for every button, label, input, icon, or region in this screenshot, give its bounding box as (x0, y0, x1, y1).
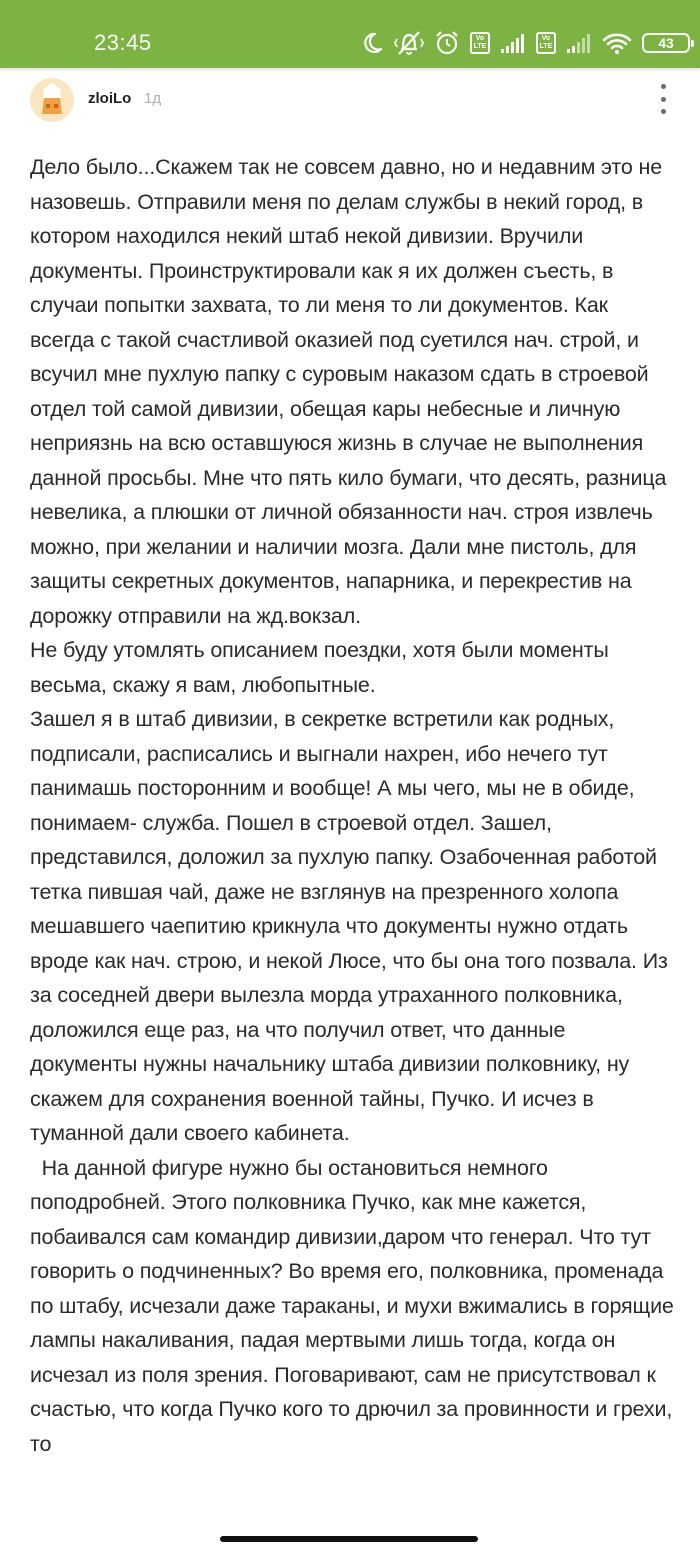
signal-icon (500, 32, 526, 54)
status-icons (360, 26, 690, 60)
post-header (0, 68, 700, 130)
paragraph: На данной фигуре нужно бы остановиться немного поподробней. Этого полковника Пучко, как мне кажется, побаивался сам командир дивизии,даром что генерал. Что тут говорить о подчиненных? Во время его, полковника, променада по штабу, исчезали даже тараканы, и мухи вжимались в горящие лампы накаливания, падая мертвыми лишь тогда, когда он исчезал из поля зрения. Поговаривают, сам не присутствовал к счастью, что когда Пучко кого то дрючил за провинности и грехи, то (30, 1155, 680, 1456)
post-body (30, 150, 680, 1461)
vibrate-off-icon (394, 29, 424, 57)
post-time: 1д (144, 90, 162, 107)
home-indicator[interactable] (220, 1536, 478, 1542)
volte-bottom: LTE (473, 43, 487, 50)
volte-top: Vo (475, 35, 485, 42)
status-time: 23:45 (94, 30, 152, 55)
volte-top: Vo (541, 35, 551, 42)
status-bar (0, 0, 700, 68)
battery-level: 43 (658, 35, 674, 51)
author-name[interactable]: zloiLo (88, 90, 132, 107)
paragraph: Дело было...Скажем так не совсем давно, но и недавним это не назовешь. Отправили меня по делам службы в некий город, в котором находился некий штаб некой дивизии. Вручили документы. Проинструктировали как я их должен съесть, в случаи попытки захвата, то ли меня то ли документов. Как всегда с такой счастливой оказией под суетился нач. строй, и всучил мне пухлую папку с суровым наказом сдать в строевой отдел той самой дивизии, обещая кары небесные и личную неприязнь на всю оставшуюся жизнь в случае не выполнения данной просьбы. Мне что пять кило бумаги, что десять, разница невелика, а плюшки от личной обязанности нач. строя извлечь можно, при желании и наличии мозга. Дали мне пистоль, для защиты секретных документов, напарника, и перекрестив на дорожку отправили на жд.вокзал. (30, 155, 673, 628)
paragraph: Не буду утомлять описанием поездки, хотя были моменты весьма, скажу я вам, любопытные. (30, 638, 615, 697)
volte-badge-2 (536, 32, 556, 54)
alarm-icon (434, 30, 460, 56)
dot-icon (661, 97, 666, 102)
more-options-button[interactable] (658, 84, 668, 114)
battery-icon (642, 33, 690, 53)
avatar[interactable] (30, 78, 74, 122)
avatar-image-icon (30, 78, 74, 122)
volte-badge-1 (470, 32, 490, 54)
paragraph: Зашел я в штаб дивизии, в секретке встретили как родных, подписали, расписались и выгнали нахрен, ибо нечего тут панимашь посторонним и вообще! А мы чего, мы не в обиде, понимаем- служба. Пошел в строевой отдел. Зашел, представился, доложил за пухлую папку. Озабоченная работой тетка пившая чай, даже не взглянув на презренного холопа мешавшего чаепитию крикнула что документы нужно отдать вроде как нач. строю, и некой Люсе, что бы она того позвала. Из за соседней двери вылезла морда утраханного полковника, доложился еще раз, на что получил ответ, что данные документы нужны начальнику штаба дивизии полковнику, ну скажем для сохранения военной тайны, Пучко. И исчез в туманной дали своего кабинета. (30, 707, 674, 1145)
dot-icon (661, 84, 666, 89)
dot-icon (661, 109, 666, 114)
signal-icon-2 (566, 32, 592, 54)
wifi-icon (602, 31, 632, 55)
volte-bottom: LTE (539, 43, 553, 50)
moon-icon (360, 31, 384, 55)
